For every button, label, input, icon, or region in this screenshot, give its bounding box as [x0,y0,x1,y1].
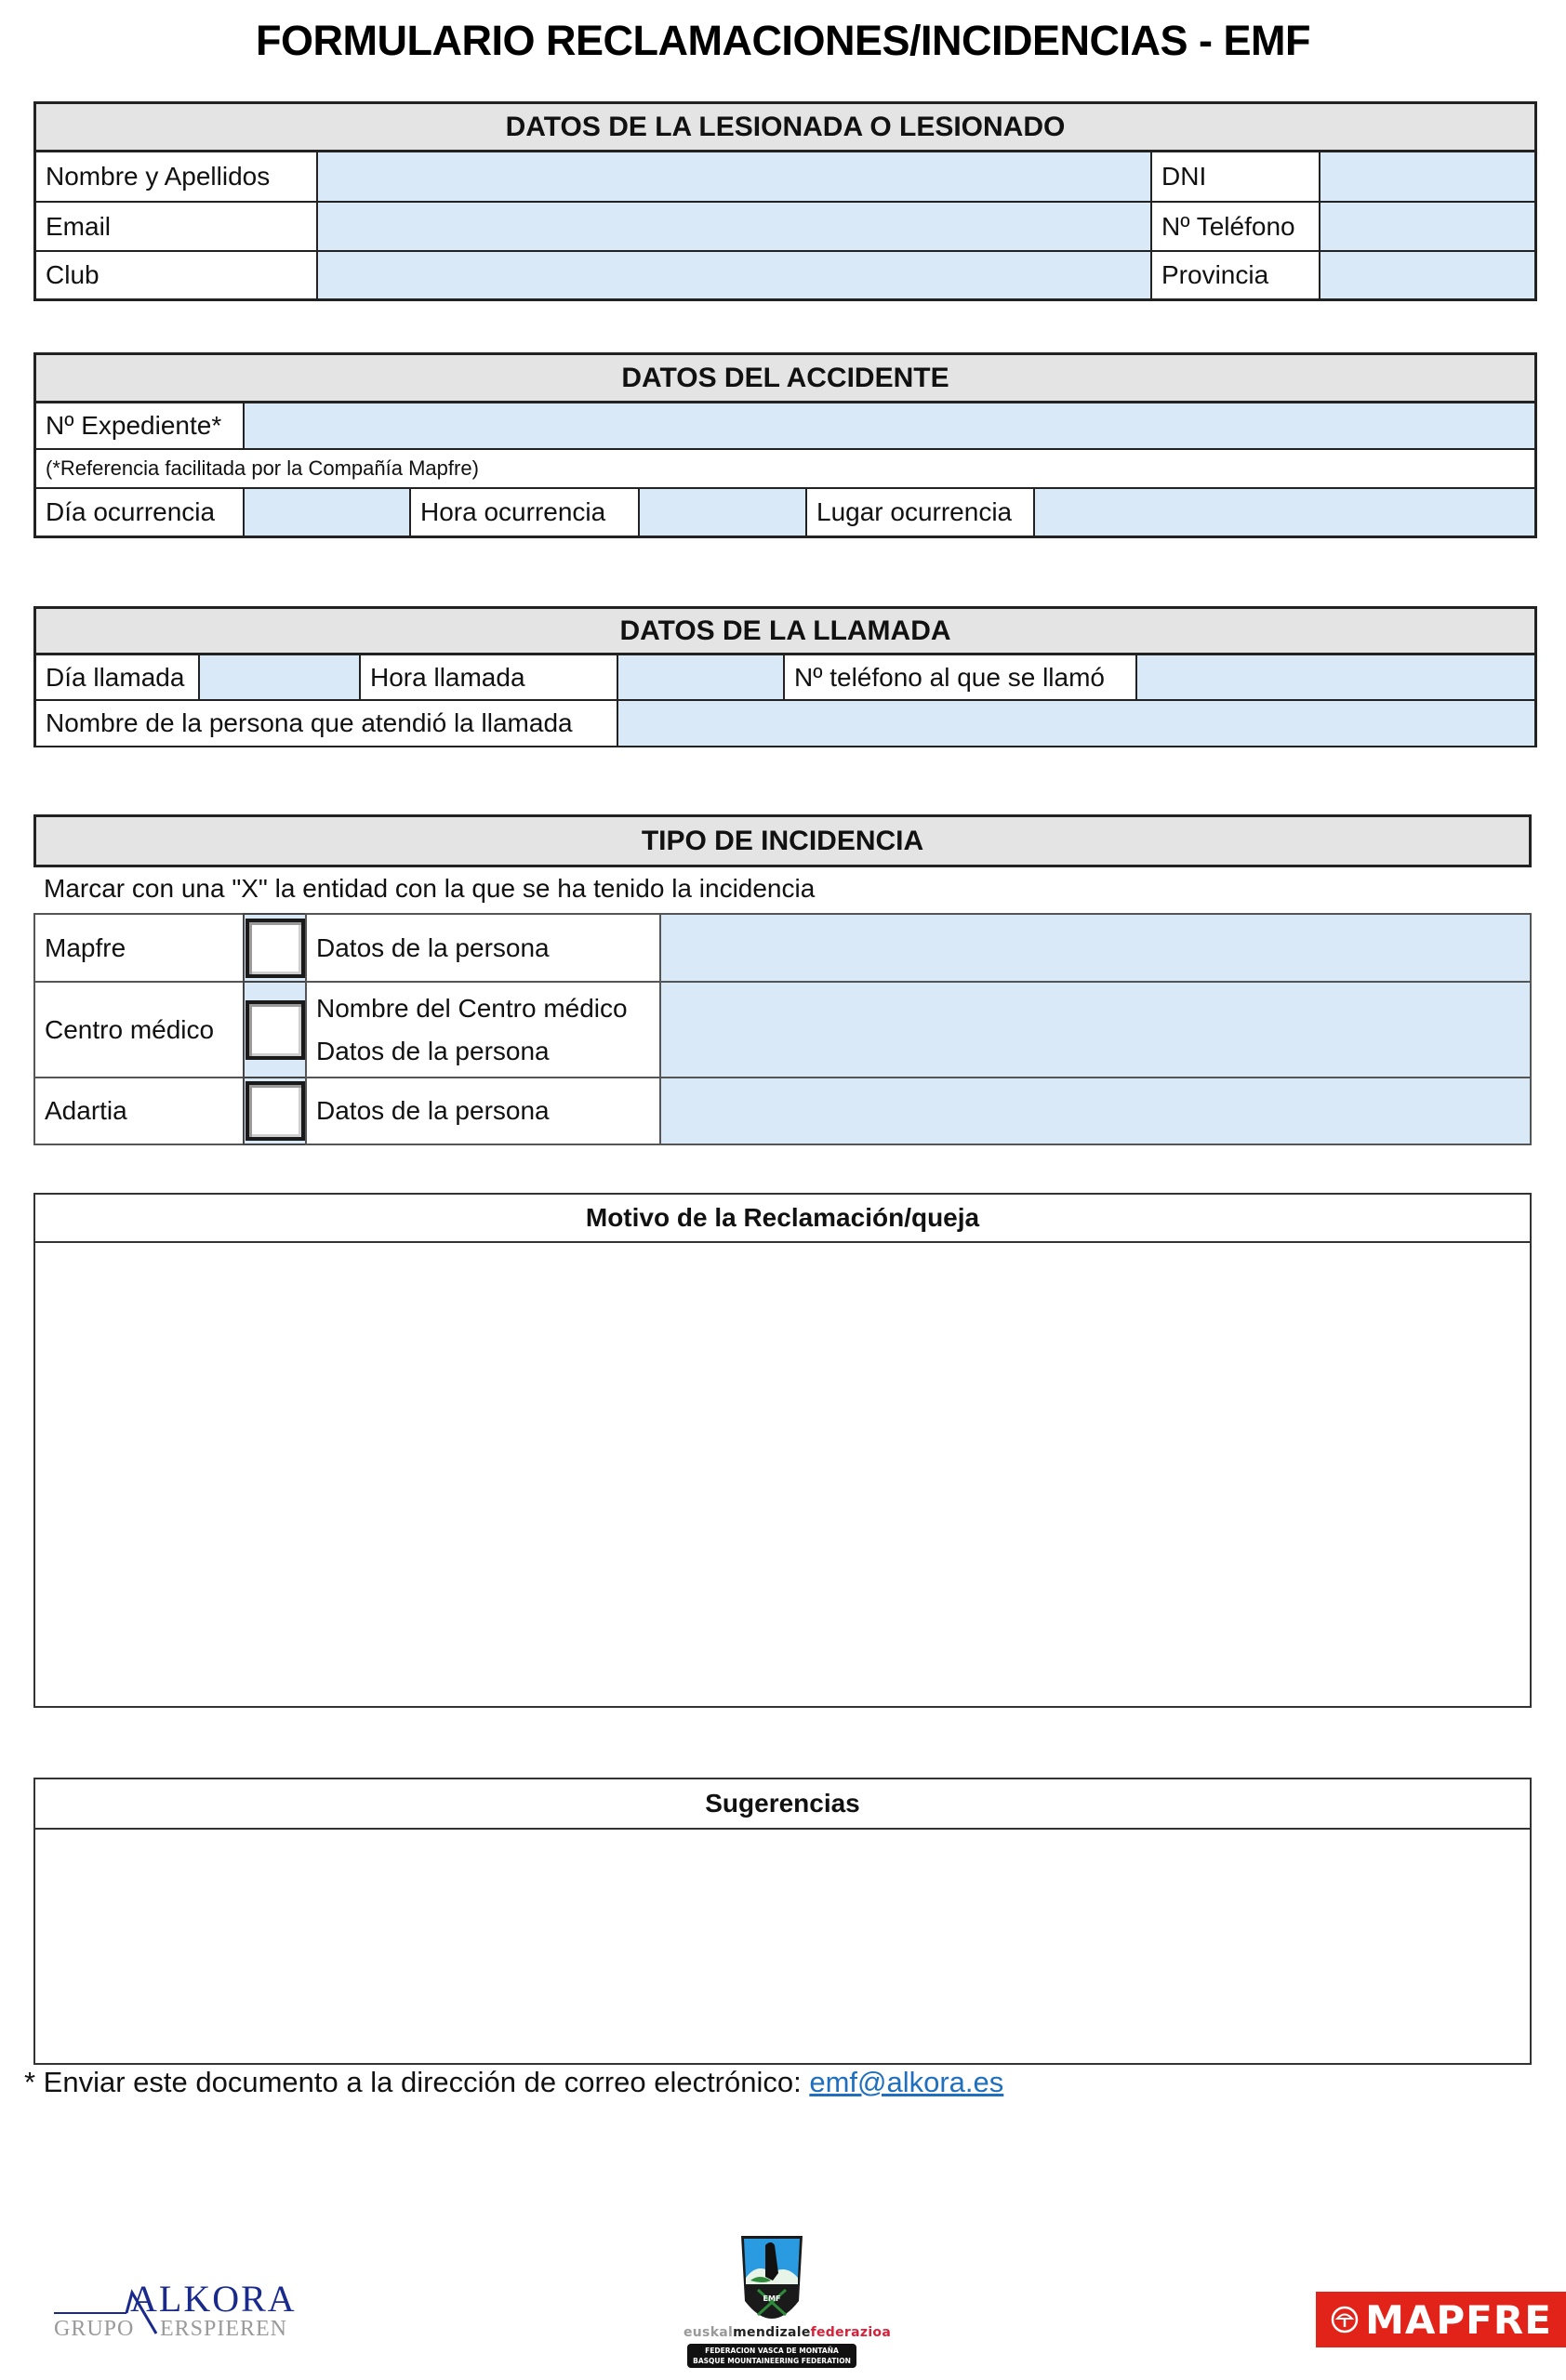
expediente-field[interactable] [243,402,1537,450]
value-field-adartia[interactable] [659,1077,1532,1145]
dia-ocurrencia-field[interactable] [243,487,411,538]
value-input-adartia[interactable] [670,1078,1530,1144]
section-header-llamada: DATOS DE LA LLAMADA [33,606,1537,655]
section-header-lesionado: DATOS DE LA LESIONADA O LESIONADO [33,101,1537,152]
emf-tagline-box [687,2344,856,2368]
mapfre-wordmark: MAPFRE [1365,2296,1552,2343]
alkora-logo-graphic [52,2278,312,2343]
checkbox-centro-medico[interactable] [246,1000,305,1060]
persona-llamada-field[interactable] [617,699,1537,747]
value-field-centro-medico[interactable] [659,981,1532,1078]
nombre-field[interactable] [316,151,1152,203]
checkbox-cell-centro-medico [243,981,307,1078]
expediente-note: (*Referencia facilitada por la Compañía Mapfre) [33,448,1537,489]
telefono-llamada-field[interactable] [1135,654,1537,701]
detail-nombre-centro: Nombre del Centro médico [316,993,628,1023]
alkora-sub-right: ERSPIEREN [160,2317,288,2341]
checkbox-cell-mapfre [243,913,307,983]
emf-wordmark-grey: euskal [683,2325,734,2340]
expediente-input[interactable] [254,403,1534,449]
tipo-instruction: Marcar con una "X" la entidad con la que se ha tenido la incidencia [44,874,816,903]
detail-label-adartia [305,1077,661,1145]
section-header-motivo: Motivo de la Reclamación/queja [35,1195,1530,1243]
detail-datos-persona: Datos de la persona [316,1036,550,1065]
entity-label-mapfre: Mapfre [33,913,245,983]
telefono-field[interactable] [1319,201,1537,252]
dia-llamada-input[interactable] [209,654,359,700]
footer-email-link[interactable]: emf@alkora.es [809,2066,1004,2098]
footer-note [24,2066,1003,2099]
detail-datos-persona: Datos de la persona [316,932,550,962]
alkora-wordmark: ALKORA [130,2278,297,2320]
emf-crest-letters: EMF [763,2294,781,2303]
provincia-field[interactable] [1319,250,1537,301]
hora-llamada-field[interactable] [617,654,785,701]
lugar-ocurrencia-field[interactable] [1033,487,1537,538]
value-input-centro-medico[interactable] [670,982,1530,1078]
email-label: Email [33,201,318,252]
section-motivo [33,1193,1532,1708]
dia-ocurrencia-input[interactable] [254,488,409,536]
entity-label-adartia: Adartia [33,1077,245,1145]
checkbox-adartia[interactable] [246,1081,305,1141]
nombre-input[interactable] [327,152,1150,202]
persona-llamada-label: Nombre de la persona que atendió la llamada [33,699,618,747]
expediente-label: Nº Expediente* [33,402,245,450]
alkora-logo [52,2278,312,2343]
checkbox-cell-adartia [243,1077,307,1145]
club-label: Club [33,250,318,301]
persona-llamada-input[interactable] [628,700,1534,747]
section-header-tipo: TIPO DE INCIDENCIA [33,814,1532,867]
dia-llamada-field[interactable] [198,654,361,701]
dia-ocurrencia-label: Día ocurrencia [33,487,245,538]
detail-label-centro-medico [305,981,661,1078]
checkbox-mapfre[interactable] [246,919,305,978]
entity-label-centro-medico: Centro médico [33,981,245,1078]
hora-llamada-input[interactable] [628,654,783,700]
motivo-textarea[interactable] [35,1243,1533,1710]
provincia-label: Provincia [1150,250,1320,301]
page-title: FORMULARIO RECLAMACIONES/INCIDENCIAS - EMF [256,17,1310,64]
emf-wordmark-red: federazioa [810,2325,892,2340]
provincia-input[interactable] [1330,251,1534,299]
sugerencias-textarea[interactable] [35,1830,1533,2069]
lugar-ocurrencia-label: Lugar ocurrencia [805,487,1035,538]
hora-ocurrencia-label: Hora ocurrencia [409,487,640,538]
dia-llamada-label: Día llamada [33,654,200,701]
mapfre-logo [1316,2292,1566,2347]
mapfre-emblem-icon [1330,2305,1360,2334]
emf-wordmark [683,2325,892,2340]
section-header-accidente: DATOS DEL ACCIDENTE [33,352,1537,403]
telefono-llamada-label: Nº teléfono al que se llamó [783,654,1137,701]
hora-ocurrencia-input[interactable] [649,488,805,536]
emf-wordmark-black: mendizale [733,2325,811,2340]
value-input-mapfre[interactable] [670,914,1530,982]
nombre-label: Nombre y Apellidos [33,151,318,203]
telefono-input[interactable] [1330,202,1534,251]
lugar-ocurrencia-input[interactable] [1044,488,1534,536]
emf-tagline-en: BASQUE MOUNTAINEERING FEDERATION [693,2357,851,2365]
email-field[interactable] [316,201,1152,252]
dni-label: DNI [1150,151,1320,203]
dni-field[interactable] [1319,151,1537,203]
footer-note-text: * Enviar este documento a la dirección de correo electrónico: [24,2066,810,2098]
section-header-sugerencias: Sugerencias [35,1779,1530,1830]
value-field-mapfre[interactable] [659,913,1532,983]
club-field[interactable] [316,250,1152,301]
alkora-sub-left: GRUPO [54,2317,135,2341]
hora-llamada-label: Hora llamada [359,654,618,701]
hora-ocurrencia-field[interactable] [638,487,807,538]
detail-label-mapfre [305,913,661,983]
dni-input[interactable] [1330,152,1534,202]
club-input[interactable] [327,251,1150,299]
telefono-label: Nº Teléfono [1150,201,1320,252]
detail-datos-persona: Datos de la persona [316,1096,550,1125]
emf-logo [683,2227,892,2371]
telefono-llamada-input[interactable] [1147,654,1534,700]
emf-tagline-es: FEDERACION VASCA DE MONTAÑA [705,2347,839,2355]
section-sugerencias [33,1778,1532,2065]
email-input[interactable] [327,202,1150,251]
